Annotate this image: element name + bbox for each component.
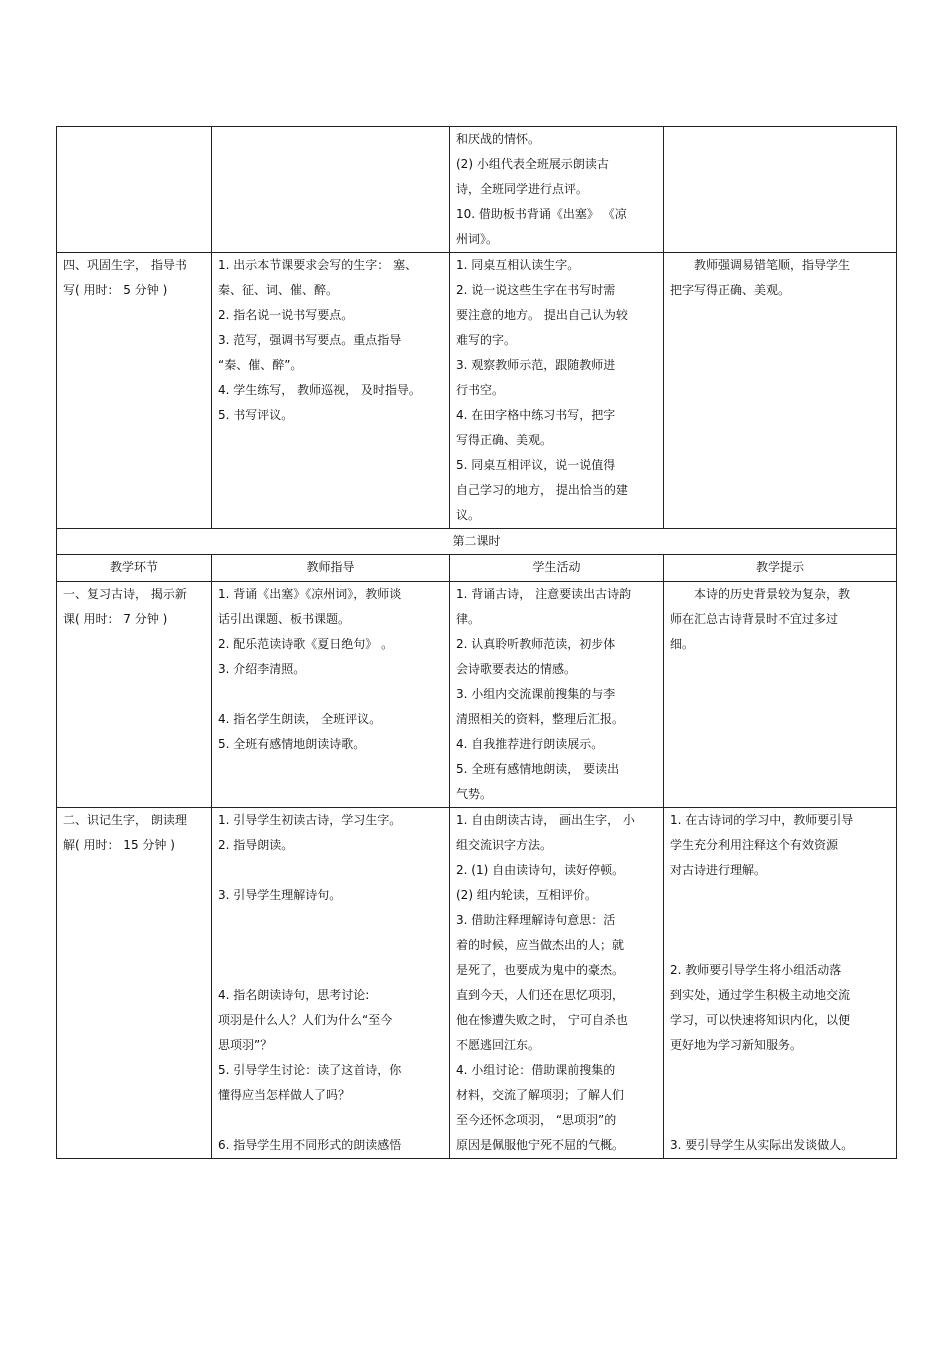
text-line: 诗，全班同学进行点评。 [456, 182, 589, 196]
teacher-cell [212, 127, 450, 253]
teacher-cell [212, 582, 450, 808]
stage-cell [57, 582, 212, 808]
text-line: 2. 认真聆听教师范读，初步体 [456, 637, 616, 651]
text-line: 5. 全班有感情地朗读诗歌。 [218, 737, 366, 751]
text-line: 州词》。 [456, 232, 499, 246]
text-line: 4. 指名学生朗读， 全班评议。 [218, 712, 382, 726]
text-line: 2. (1) 自由读诗句，读好停顿。 [456, 863, 625, 877]
text-line: 话引出课题、板书课题。 [218, 612, 351, 626]
text-line: 材料，交流了解项羽；了解人们 [456, 1088, 625, 1102]
stage-time: 课( 用时： 7 分钟 ) [63, 612, 168, 626]
header-row [57, 555, 897, 582]
text-line [218, 933, 443, 958]
text-line: 1. 背诵《出塞》《凉州词》，教师谈 [218, 587, 402, 601]
text-line: 4. 小组讨论：借助课前搜集的 [456, 1063, 616, 1077]
text-line: 2. 说一说这些生字在书写时需 [456, 283, 616, 297]
text-line: 到实处，通过学生积极主动地交流 [670, 988, 851, 1002]
text-line [670, 1083, 890, 1108]
table-row-stage-two [57, 808, 897, 1159]
text-line: 4. 在田字格中练习书写，把字 [456, 408, 616, 422]
stage-label: 四、巩固生字， 指导书 [63, 258, 187, 272]
text-line: 2. 指导朗读。 [218, 838, 294, 852]
text-line: 3. 介绍李清照。 [218, 662, 306, 676]
text-line: 3. 观察教师示范，跟随教师进 [456, 358, 616, 372]
text-line: 1. 引导学生初读古诗，学习生字。 [218, 813, 402, 827]
header-stage: 教学环节 [57, 555, 212, 582]
teacher-cell [212, 253, 450, 529]
text-line: 10. 借助板书背诵《出塞》 《凉 [456, 207, 627, 221]
stage-cell [57, 127, 212, 253]
text-line: 要注意的地方。 提出自己认为较 [456, 308, 628, 322]
text-line: 6. 指导学生用不同形式的朗读感悟 [218, 1138, 402, 1152]
text-line: 项羽是什么人？人们为什么“至今 [218, 1013, 393, 1027]
text-line: 本诗的历史背景较为复杂，教 [694, 587, 851, 601]
text-line: 清照相关的资料，整理后汇报。 [456, 712, 625, 726]
text-line: 5. 书写评议。 [218, 408, 294, 422]
text-line: “秦、催、醉”。 [218, 358, 303, 372]
text-line: (2) 小组代表全班展示朗读古 [456, 157, 609, 171]
text-line: 是死了，也要成为鬼中的豪杰。 [456, 963, 625, 977]
table-row-stage-one [57, 582, 897, 808]
text-line: 3. 范写，强调书写要点。重点指导 [218, 333, 402, 347]
text-line: 写得正确、美观。 [456, 433, 553, 447]
text-line: 5. 引导学生讨论：读了这首诗，你 [218, 1063, 402, 1077]
text-line: 4. 指名朗读诗句，思考讨论: [218, 988, 370, 1002]
text-line: 5. 同桌互相评议，说一说值得 [456, 458, 616, 472]
stage-time: 解( 用时： 15 分钟 ) [63, 838, 175, 852]
text-line [670, 883, 890, 908]
stage-time: 写( 用时： 5 分钟 ) [63, 283, 168, 297]
text-line: 4. 自我推荐进行朗读展示。 [456, 737, 604, 751]
text-line: 2. 配乐范读诗歌《夏日绝句》 。 [218, 637, 394, 651]
text-line: 思项羽”？ [218, 1038, 273, 1052]
table-row-continued [57, 127, 897, 253]
tip-cell [664, 127, 897, 253]
text-line: 更好地为学习新知服务。 [670, 1038, 803, 1052]
stage-label: 二、识记生字， 朗读理 [63, 813, 187, 827]
text-line: 1. 背诵古诗， 注意要读出古诗韵 [456, 587, 632, 601]
text-line [670, 1058, 890, 1083]
text-line: 组交流识字方法。 [456, 838, 553, 852]
text-line [670, 933, 890, 958]
section-title-row [57, 529, 897, 555]
text-line: 律。 [456, 612, 481, 626]
text-line: 师在汇总古诗背景时不宜过多过 [670, 612, 839, 626]
stage-label: 一、复习古诗， 揭示新 [63, 587, 187, 601]
text-line: 学习，可以快速将知识内化，以便 [670, 1013, 851, 1027]
text-line [670, 1108, 890, 1133]
text-line: 难写的字。 [456, 333, 517, 347]
text-line: 秦、征、词、催、醉。 [218, 283, 339, 297]
text-line: 2. 教师要引导学生将小组活动落 [670, 963, 842, 977]
text-line: 3. 小组内交流课前搜集的与李 [456, 687, 616, 701]
text-line: 1. 同桌互相认读生字。 [456, 258, 580, 272]
text-line: 会诗歌要表达的情感。 [456, 662, 577, 676]
text-line: 学生充分利用注释这个有效资源 [670, 838, 839, 852]
text-line: 把字写得正确、美观。 [670, 283, 791, 297]
text-line [218, 682, 443, 707]
header-teacher: 教师指导 [212, 555, 450, 582]
text-line: 细。 [670, 637, 695, 651]
text-line: 3. 借助注释理解诗句意思：活 [456, 913, 616, 927]
header-student: 学生活动 [450, 555, 664, 582]
text-line: 议。 [456, 508, 481, 522]
text-line: (2) 组内轮读，互相评价。 [456, 888, 597, 902]
student-cell [450, 253, 664, 529]
text-line: 5. 全班有感情地朗读， 要读出 [456, 762, 620, 776]
text-line: 着的时候，应当做杰出的人；就 [456, 938, 625, 952]
text-line: 1. 出示本节课要求会写的生字： 塞、 [218, 258, 418, 272]
text-line: 4. 学生练写， 教师巡视， 及时指导。 [218, 383, 421, 397]
tip-cell [664, 582, 897, 808]
text-line: 至今还怀念项羽， “思项羽”的 [456, 1113, 617, 1127]
lesson-plan-table [56, 126, 897, 1159]
table-row-stage-four [57, 253, 897, 529]
text-line [218, 1108, 443, 1133]
stage-cell [57, 808, 212, 1159]
text-line: 原因是佩服他宁死不屈的气概。 [456, 1138, 625, 1152]
stage-cell [57, 253, 212, 529]
student-cell [450, 582, 664, 808]
text-line: 他在惨遭失败之时， 宁可自杀也 [456, 1013, 628, 1027]
text-line: 气势。 [456, 787, 493, 801]
text-line: 自己学习的地方， 提出恰当的建 [456, 483, 628, 497]
tip-cell [664, 808, 897, 1159]
text-line: 对古诗进行理解。 [670, 863, 767, 877]
text-line: 3. 引导学生理解诗句。 [218, 888, 342, 902]
text-line: 3. 要引导学生从实际出发谈做人。 [670, 1138, 854, 1152]
text-line [218, 958, 443, 983]
student-cell [450, 808, 664, 1159]
teacher-cell [212, 808, 450, 1159]
text-line: 懂得应当怎样做人了吗？ [218, 1088, 351, 1102]
text-line: 1. 在古诗词的学习中，教师要引导 [670, 813, 854, 827]
text-line: 教师强调易错笔顺，指导学生 [694, 258, 851, 272]
tip-cell [664, 253, 897, 529]
text-line: 和厌战的情怀。 [456, 132, 541, 146]
text-line: 1. 自由朗读古诗， 画出生字， 小 [456, 813, 635, 827]
section-title: 第二课时 [57, 529, 897, 555]
text-line: 直到今天，人们还在思忆项羽， [456, 988, 625, 1002]
header-tip: 教学提示 [664, 555, 897, 582]
text-line: 不愿逃回江东。 [456, 1038, 541, 1052]
text-line [218, 908, 443, 933]
text-line [670, 908, 890, 933]
text-line: 2. 指名说一说书写要点。 [218, 308, 354, 322]
student-cell [450, 127, 664, 253]
text-line: 行书空。 [456, 383, 505, 397]
text-line [218, 858, 443, 883]
